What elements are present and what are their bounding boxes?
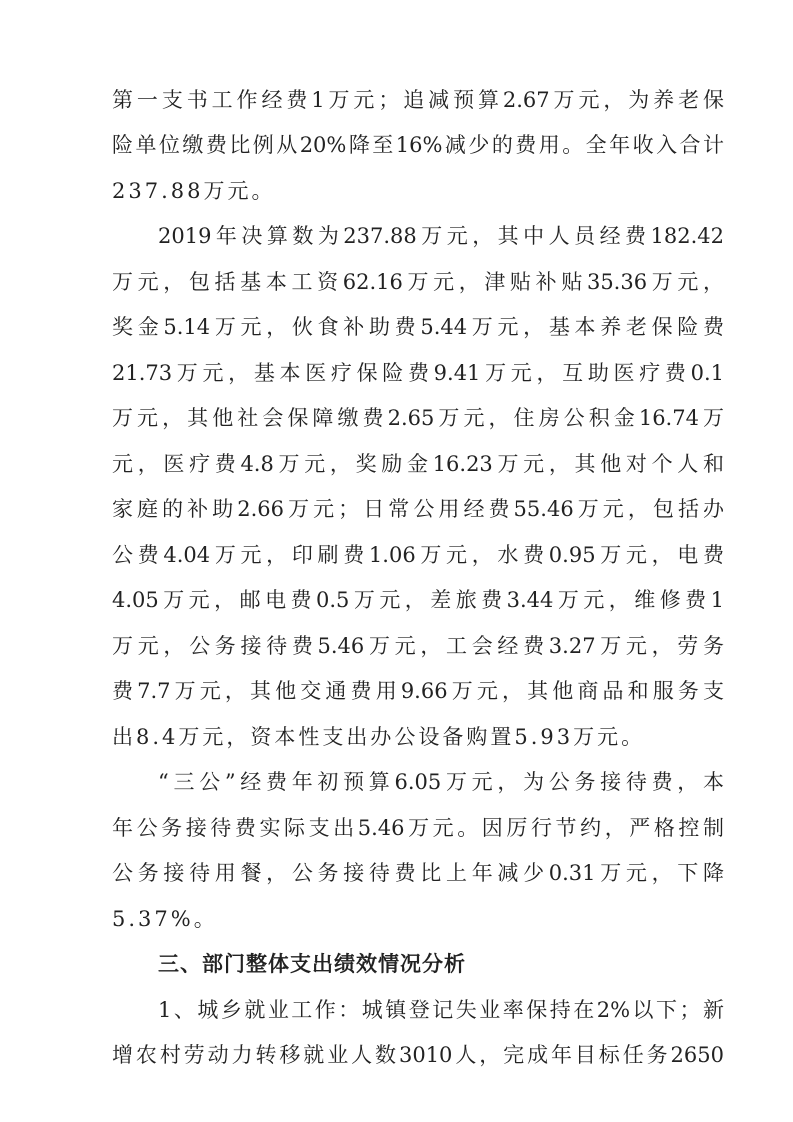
- paragraph-line: 元，医疗费4.8万元，奖励金16.23万元，其他对个人和: [112, 452, 724, 476]
- paragraph-line: 237.88万元。: [112, 179, 276, 203]
- paragraph-line: 公务接待用餐，公务接待费比上年减少0.31万元，下降: [112, 861, 724, 885]
- paragraph-line: 出8.4万元，资本性支出办公设备购置5.93万元。: [112, 725, 646, 749]
- paragraph-line: 2019年决算数为237.88万元，其中人员经费182.42: [158, 224, 724, 248]
- paragraph-line: 险单位缴费比例从20%降至16%减少的费用。全年收入合计: [112, 133, 724, 157]
- paragraph-line: 4.05万元，邮电费0.5万元，差旅费3.44万元，维修费1: [112, 588, 724, 612]
- paragraph-line: 家庭的补助2.66万元；日常公用经费55.46万元，包括办: [112, 497, 724, 521]
- paragraph-line: 费7.7万元，其他交通费用9.66万元，其他商品和服务支: [112, 679, 724, 703]
- paragraph-line: 万元，其他社会保障缴费2.65万元，住房公积金16.74万: [112, 406, 724, 430]
- paragraph-line: 公费4.04万元，印刷费1.06万元，水费0.95万元，电费: [112, 543, 724, 567]
- paragraph-line: 增农村劳动力转移就业人数3010人，完成年目标任务2650: [112, 1043, 724, 1067]
- paragraph-line: 1、城乡就业工作：城镇登记失业率保持在2%以下；新: [158, 998, 724, 1022]
- paragraph-line: 5.37%。: [112, 907, 218, 931]
- section-heading: 三、部门整体支出绩效情况分析: [158, 952, 466, 976]
- paragraph-line: 万元，公务接待费5.46万元，工会经费3.27万元，劳务: [112, 634, 724, 658]
- paragraph-line: “三公”经费年初预算6.05万元，为公务接待费，本: [158, 770, 724, 794]
- paragraph-line: 万元，包括基本工资62.16万元，津贴补贴35.36万元，: [112, 270, 724, 294]
- paragraph-line: 年公务接待费实际支出5.46万元。因厉行节约，严格控制: [112, 816, 724, 840]
- paragraph-line: 21.73万元，基本医疗保险费9.41万元，互助医疗费0.1: [112, 361, 724, 385]
- paragraph-line: 第一支书工作经费1万元；追减预算2.67万元，为养老保: [112, 88, 724, 112]
- paragraph-line: 奖金5.14万元，伙食补助费5.44万元，基本养老保险费: [112, 315, 724, 339]
